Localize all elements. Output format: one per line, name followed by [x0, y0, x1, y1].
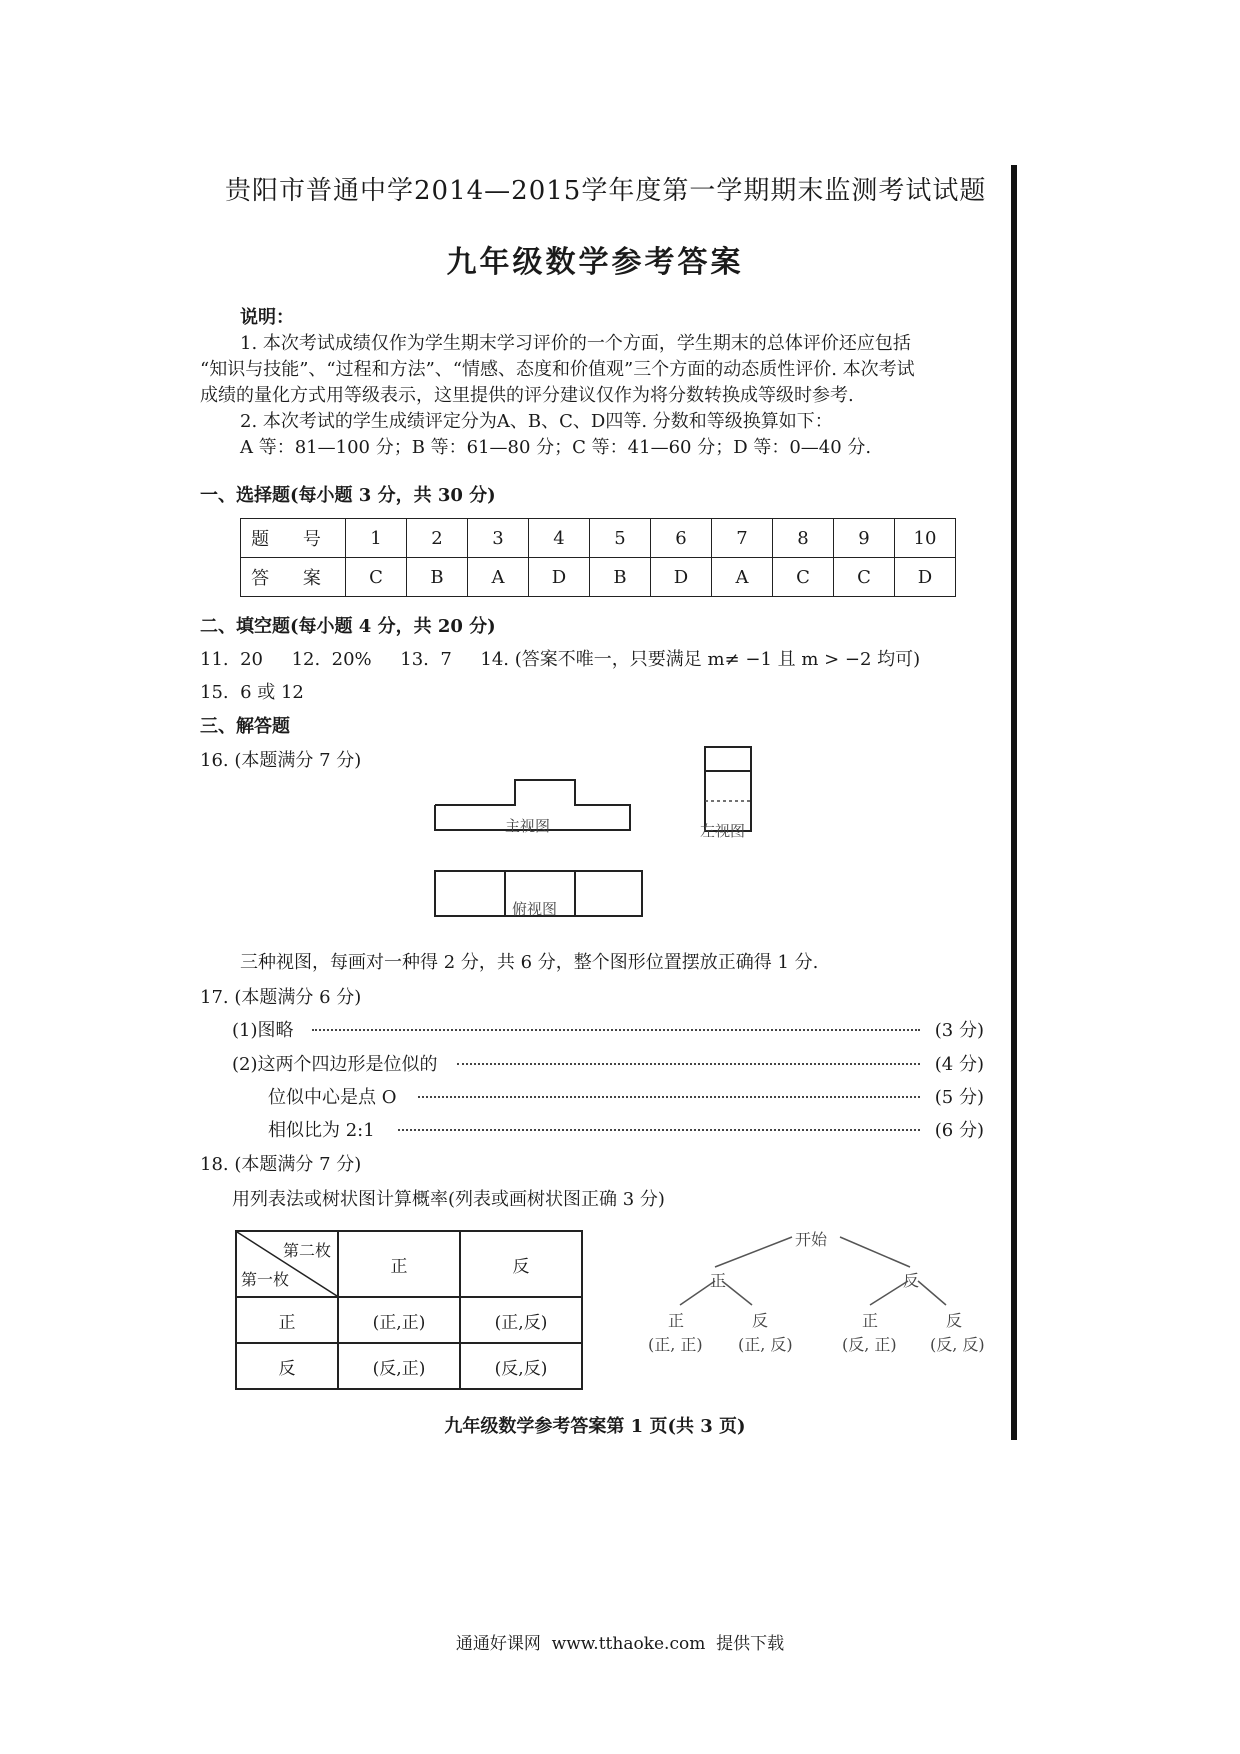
question-number: 7	[712, 519, 773, 558]
q16-label: 16. (本题满分 7 分)	[200, 750, 362, 771]
section-choice-heading: 一、选择题(每小题 3 分，共 30 分)	[200, 485, 496, 506]
notes-line-2: “知识与技能”、“过程和方法”、“情感、态度和价值观”三个方面的动态质性评价. 本次考试	[200, 359, 915, 380]
question-number: 1	[346, 519, 407, 558]
answer-cell: D	[895, 558, 956, 597]
tree-root: 开始	[795, 1230, 828, 1249]
fill-answers-line-1: 11. 20 12. 20% 13. 7 14. (答案不唯一，只要满足 m≠ −1 且 m > −2 均可)	[200, 649, 921, 670]
q17-item-3	[268, 1083, 984, 1109]
notes-line-5: A 等：81—100 分；B 等：61—80 分；C 等：41—60 分；D 等：0—40 分.	[240, 437, 872, 458]
table-row	[236, 1231, 582, 1297]
dot-leader	[418, 1096, 920, 1098]
question-number: 10	[895, 519, 956, 558]
row-label-number: 题 号	[241, 519, 346, 558]
q17-item-text: (1)图略	[232, 1020, 294, 1041]
q17-item-text: (2)这两个四边形是位似的	[232, 1054, 438, 1075]
dot-leader	[312, 1029, 920, 1031]
q18-intro: 用列表法或树状图计算概率(列表或画树状图正确 3 分)	[232, 1189, 665, 1210]
question-number: 2	[407, 519, 468, 558]
notes-line-1: 1. 本次考试成绩仅作为学生期末学习评价的一个方面，学生期末的总体评价还应包括	[240, 333, 911, 354]
section-solve-heading: 三、解答题	[200, 716, 290, 737]
notes-heading: 说明：	[240, 307, 294, 328]
corner-label-second: 第二枚	[282, 1241, 331, 1260]
question-number: 9	[834, 519, 895, 558]
question-number: 4	[529, 519, 590, 558]
answer-cell: D	[529, 558, 590, 597]
dot-leader	[457, 1063, 920, 1065]
answer-cell: C	[346, 558, 407, 597]
table-cell: (反,反)	[460, 1343, 582, 1389]
tree-outcome: (反, 反)	[930, 1335, 985, 1354]
tree-outcome: (反, 正)	[842, 1335, 897, 1354]
answer-cell: A	[712, 558, 773, 597]
corner-label-first: 第一枚	[241, 1270, 290, 1289]
page-number-note: 九年级数学参考答案第 1 页(共 3 页)	[444, 1416, 746, 1437]
table-row	[236, 1297, 582, 1343]
q17-item-score: (3 分)	[934, 1020, 984, 1041]
site-watermark: 通通好课网 www.tthaoke.com 提供下载	[455, 1634, 785, 1654]
q17-item-text: 相似比为 2:1	[268, 1120, 375, 1141]
table-row-numbers	[241, 519, 956, 558]
tree-node-level2: 正	[862, 1311, 879, 1330]
tree-outcome: (正, 正)	[648, 1335, 703, 1354]
tree-node-level2: 反	[752, 1311, 769, 1330]
tree-node-level1: 反	[903, 1271, 920, 1290]
table-row-answers	[241, 558, 956, 597]
q17-item-2	[232, 1050, 984, 1076]
probability-table	[235, 1230, 583, 1390]
q17-label: 17. (本题满分 6 分)	[200, 987, 362, 1008]
q16-scoring-note: 三种视图，每画对一种得 2 分，共 6 分，整个图形位置摆放正确得 1 分.	[240, 952, 819, 973]
dot-leader	[398, 1129, 920, 1131]
table-cell: (反,正)	[338, 1343, 460, 1389]
question-number: 8	[773, 519, 834, 558]
answer-cell: C	[773, 558, 834, 597]
q17-item-4	[268, 1116, 984, 1142]
q17-item-1	[232, 1016, 984, 1042]
tree-node-level2: 反	[946, 1311, 963, 1330]
document-subtitle: 九年级数学参考答案	[446, 245, 744, 280]
notes-line-4: 2. 本次考试的学生成绩评定分为A、B、C、D四等. 分数和等级换算如下：	[240, 411, 833, 432]
q18-label: 18. (本题满分 7 分)	[200, 1154, 362, 1175]
column-header: 反	[460, 1231, 582, 1297]
answer-cell: A	[468, 558, 529, 597]
column-header: 正	[338, 1231, 460, 1297]
table-row	[236, 1343, 582, 1389]
table-corner-cell	[236, 1231, 338, 1297]
top-view-label: 俯视图	[512, 900, 558, 918]
row-label-answer: 答 案	[241, 558, 346, 597]
document-title: 贵阳市普通中学2014—2015学年度第一学期期末监测考试试题	[225, 176, 987, 206]
fill-answers-line-2: 15. 6 或 12	[200, 682, 304, 703]
question-number: 5	[590, 519, 651, 558]
notes-line-3: 成绩的量化方式用等级表示，这里提供的评分建议仅作为将分数转换成等级时参考.	[200, 385, 854, 406]
q17-item-text: 位似中心是点 O	[268, 1087, 397, 1108]
tree-node-level2: 正	[668, 1311, 685, 1330]
tree-node-level1: 正	[710, 1271, 727, 1290]
left-view-outline	[705, 747, 751, 831]
choice-answer-table	[240, 518, 956, 597]
row-header: 正	[236, 1297, 338, 1343]
page-edge-bar	[1011, 165, 1017, 1440]
question-number: 6	[651, 519, 712, 558]
answer-cell: C	[834, 558, 895, 597]
answer-cell: B	[590, 558, 651, 597]
table-cell: (正,反)	[460, 1297, 582, 1343]
q17-item-score: (5 分)	[934, 1087, 984, 1108]
table-cell: (正,正)	[338, 1297, 460, 1343]
section-fill-heading: 二、填空题(每小题 4 分，共 20 分)	[200, 616, 496, 637]
q17-item-score: (6 分)	[934, 1120, 984, 1141]
row-header: 反	[236, 1343, 338, 1389]
front-view-label: 主视图	[505, 817, 551, 835]
q17-item-score: (4 分)	[934, 1054, 984, 1075]
answer-cell: D	[651, 558, 712, 597]
tree-outcome: (正, 反)	[738, 1335, 793, 1354]
question-number: 3	[468, 519, 529, 558]
left-view-label: 左视图	[700, 822, 746, 840]
answer-cell: B	[407, 558, 468, 597]
